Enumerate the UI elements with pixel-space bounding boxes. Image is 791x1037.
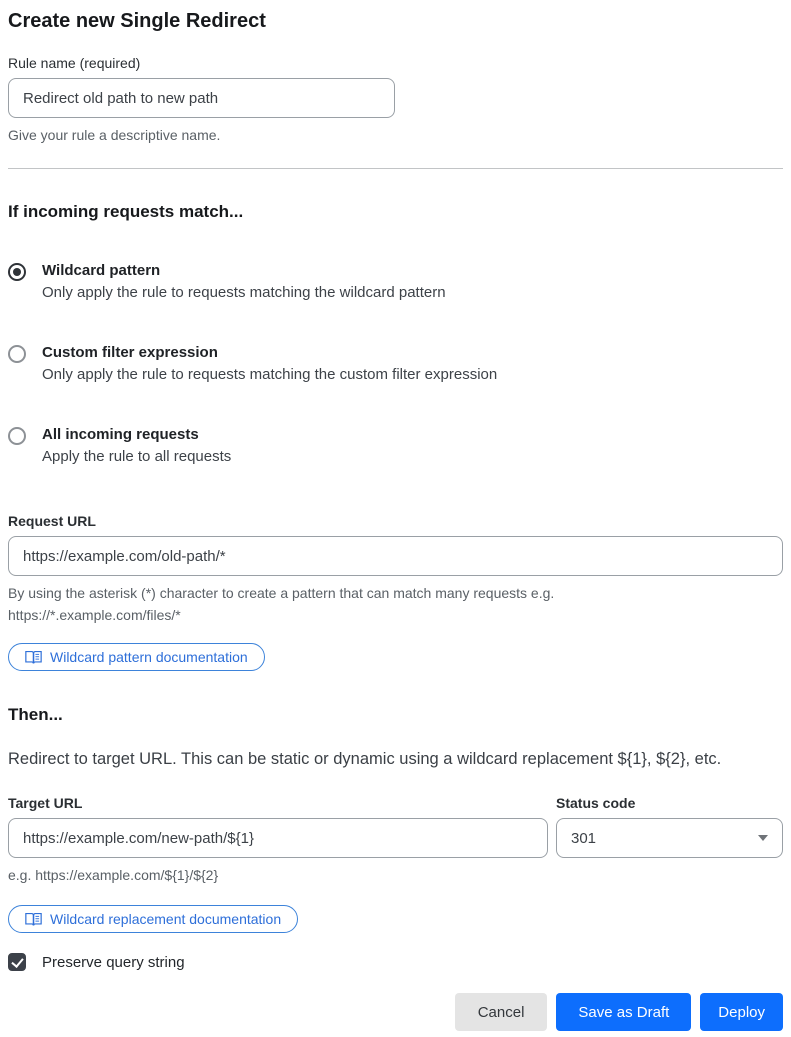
chevron-down-icon [758, 835, 768, 841]
target-url-status-row [8, 770, 783, 886]
request-url-helper-line2: https://*.example.com/files/* [8, 607, 181, 623]
status-code-label: Status code [556, 795, 636, 811]
radio-text [42, 261, 446, 305]
target-url-input[interactable] [8, 818, 548, 858]
doc-button-label: Wildcard replacement documentation [50, 911, 282, 927]
radio-option-custom-filter-expression[interactable] [8, 343, 783, 387]
radio-text [42, 425, 231, 469]
request-url-helper-line1: By using the asterisk (*) character to create a pattern that can match many requests e.g. [8, 585, 555, 601]
request-url-input[interactable] [8, 536, 783, 576]
section-divider [8, 168, 783, 169]
target-url-label: Target URL [8, 795, 83, 811]
deploy-button[interactable]: Deploy [700, 993, 783, 1031]
wildcard-pattern-documentation-button[interactable] [8, 643, 265, 671]
match-section-heading: If incoming requests match... [8, 202, 244, 221]
radio-description: Only apply the rule to requests matching the custom filter expression [42, 366, 498, 383]
rule-name-label: Rule name (required) [8, 55, 141, 71]
radio-icon[interactable] [8, 345, 26, 363]
radio-label: All incoming requests [42, 426, 199, 443]
request-url-helper [8, 582, 783, 626]
open-book-icon [25, 912, 42, 927]
open-book-icon [25, 650, 42, 665]
request-url-label: Request URL [8, 513, 96, 529]
preserve-query-label: Preserve query string [42, 953, 185, 971]
radio-option-all-incoming-requests[interactable] [8, 425, 783, 469]
target-url-column [8, 770, 548, 886]
save-as-draft-button[interactable]: Save as Draft [556, 993, 691, 1031]
doc-button-label: Wildcard pattern documentation [50, 649, 248, 665]
radio-text [42, 343, 497, 387]
radio-icon[interactable] [8, 263, 26, 281]
then-section-heading: Then... [8, 705, 63, 724]
footer-actions [8, 993, 783, 1031]
wildcard-replacement-documentation-button[interactable] [8, 905, 298, 933]
radio-description: Apply the rule to all requests [42, 448, 232, 465]
radio-description: Only apply the rule to requests matching the wildcard pattern [42, 284, 446, 301]
radio-label: Custom filter expression [42, 344, 218, 361]
status-code-column [556, 770, 783, 858]
radio-label: Wildcard pattern [42, 262, 161, 279]
status-code-select[interactable] [556, 818, 783, 858]
preserve-query-string-row[interactable] [8, 953, 783, 971]
preserve-query-checkbox[interactable] [8, 953, 26, 971]
target-url-helper: e.g. https://example.com/${1}/${2} [8, 867, 219, 883]
status-code-value: 301 [571, 829, 597, 847]
page-title: Create new Single Redirect [8, 10, 266, 32]
radio-option-wildcard-pattern[interactable] [8, 261, 783, 305]
rule-name-helper: Give your rule a descriptive name. [8, 127, 221, 143]
then-section-description: Redirect to target URL. This can be static or dynamic using a wildcard replacement ${1}, ${2}, etc. [8, 750, 722, 768]
radio-icon[interactable] [8, 427, 26, 445]
rule-name-input[interactable] [8, 78, 395, 118]
cancel-button[interactable]: Cancel [455, 993, 548, 1031]
